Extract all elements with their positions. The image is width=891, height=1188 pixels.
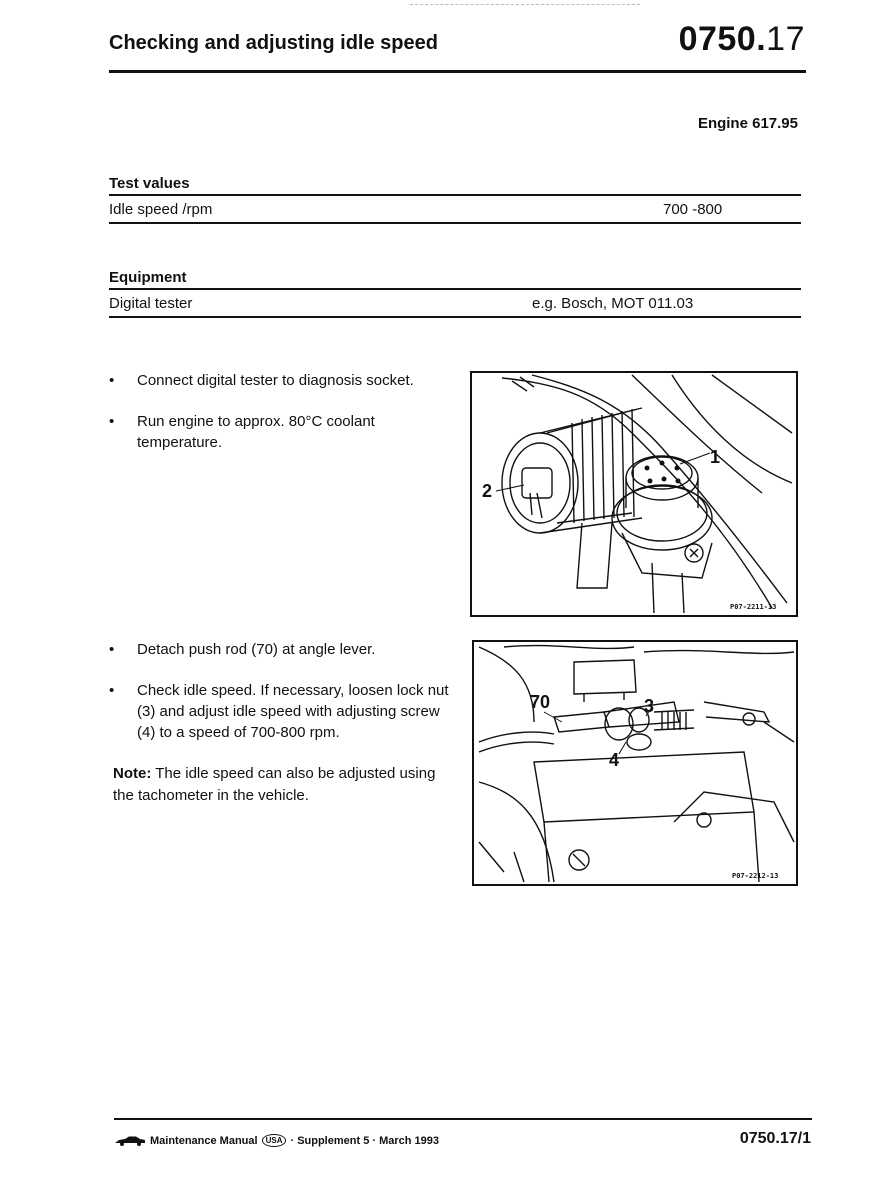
- note-text: The idle speed can also be adjusted using the tachometer in the vehicle.: [113, 765, 436, 804]
- figure-diagnosis-socket: [470, 371, 798, 617]
- list-item: [109, 370, 449, 391]
- steps-list-2: [109, 639, 449, 763]
- callout-70: 70: [530, 692, 551, 712]
- test-value-value: 700 -800: [663, 201, 723, 218]
- test-values-heading: Test values: [109, 175, 190, 192]
- list-item: [109, 639, 449, 660]
- document-number-main: 0750.: [678, 20, 767, 58]
- test-values-top-rule: [109, 194, 801, 196]
- equipment-bottom-rule: [109, 316, 801, 318]
- header-rule: [109, 70, 806, 73]
- diagnosis-socket-illustration: [472, 373, 796, 615]
- footer-rule: [114, 1118, 812, 1120]
- bullet-dot: •: [109, 641, 115, 658]
- idle-adjustment-illustration: [474, 642, 796, 884]
- figure-code: P07-2211-13: [730, 603, 777, 611]
- list-item: [109, 411, 449, 453]
- equipment-value: e.g. Bosch, MOT 011.03: [532, 295, 694, 312]
- bullet-dot: •: [109, 413, 115, 430]
- document-number-suffix: 17: [766, 20, 805, 58]
- callout-3: 3: [644, 696, 655, 716]
- list-item: [109, 680, 449, 743]
- car-logo-icon: [114, 1136, 146, 1146]
- note-paragraph: [113, 763, 453, 807]
- step-text: Run engine to approx. 80°C coolant temperature.: [137, 413, 375, 451]
- figure-idle-adjustment: [472, 640, 798, 886]
- test-values-bottom-rule: [109, 222, 801, 224]
- document-number: [679, 20, 805, 59]
- bullet-dot: •: [109, 372, 115, 389]
- callout-2: 2: [482, 481, 493, 501]
- engine-label: Engine 617.95: [697, 115, 798, 132]
- footer-region-badge: USA: [262, 1134, 287, 1147]
- callout-1: 1: [710, 447, 721, 467]
- step-text: Detach push rod (70) at angle lever.: [137, 641, 376, 658]
- steps-list-1: [109, 370, 449, 473]
- step-text: Check idle speed. If necessary, loosen lock nut (3) and adjust idle speed with adjusting screw (4) to a speed of 700-800 rpm.: [137, 682, 449, 741]
- top-dashed-line: [410, 4, 640, 5]
- footer-supplement: · Supplement 5 · March 1993: [290, 1134, 440, 1147]
- callout-4: 4: [609, 750, 620, 770]
- note-label: Note:: [113, 765, 152, 782]
- step-text: Connect digital tester to diagnosis socket.: [137, 372, 414, 389]
- figure-code: P07-2212-13: [732, 872, 779, 880]
- bullet-dot: •: [109, 682, 115, 699]
- equipment-heading: Equipment: [109, 269, 187, 286]
- test-value-label: Idle speed /rpm: [109, 201, 213, 218]
- equipment-top-rule: [109, 288, 801, 290]
- footer-left: [114, 1134, 439, 1147]
- footer-manual: Maintenance Manual: [150, 1134, 258, 1147]
- footer-page-number: 0750.17/1: [739, 1130, 811, 1147]
- page-title: Checking and adjusting idle speed: [109, 32, 438, 54]
- equipment-label: Digital tester: [109, 295, 193, 312]
